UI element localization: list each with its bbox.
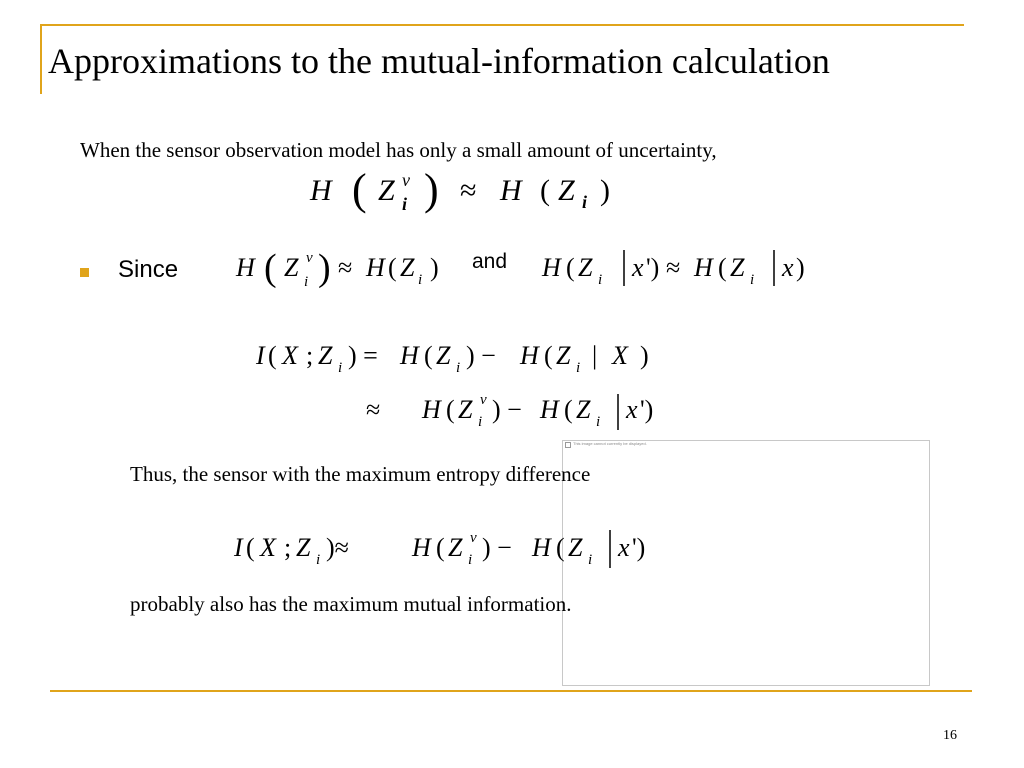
since-label: Since <box>118 256 179 283</box>
svg-text:v: v <box>480 392 487 408</box>
svg-text:Z: Z <box>576 395 591 424</box>
thus-text: Thus, the sensor with the maximum entropy difference <box>130 462 591 486</box>
intro-text: When the sensor observation model has only a small amount of uncertainty, <box>80 138 717 162</box>
svg-text:i: i <box>304 274 309 290</box>
svg-text:Z: Z <box>458 395 473 424</box>
svg-text:≈: ≈ <box>338 253 353 282</box>
svg-text:≈: ≈ <box>366 395 381 424</box>
svg-text:i: i <box>576 360 581 376</box>
svg-text:Z: Z <box>318 341 333 370</box>
svg-text:Z: Z <box>730 253 745 282</box>
svg-text:'): ') <box>640 395 654 424</box>
svg-text:x: x <box>632 253 644 282</box>
svg-text:I: I <box>256 341 265 370</box>
svg-text:Z: Z <box>578 253 593 282</box>
svg-text:H: H <box>694 253 713 282</box>
equation-mutual-information <box>248 334 678 434</box>
svg-text:(: ( <box>718 253 727 282</box>
svg-text:Z: Z <box>556 341 571 370</box>
svg-text:(: ( <box>540 174 550 207</box>
svg-text:x: x <box>618 533 630 562</box>
svg-text:(: ( <box>246 533 255 562</box>
svg-text:): ) <box>600 174 610 207</box>
svg-text:(: ( <box>388 253 397 282</box>
svg-text:(: ( <box>544 341 553 370</box>
svg-text:(: ( <box>268 341 277 370</box>
svg-text:v: v <box>306 250 313 266</box>
broken-image-icon <box>565 442 571 448</box>
svg-text:Z: Z <box>378 174 395 207</box>
svg-text:): ) <box>424 166 439 214</box>
svg-text:i: i <box>418 272 423 288</box>
svg-text:(: ( <box>352 166 367 214</box>
svg-text:H: H <box>412 533 431 562</box>
equation-since-right <box>538 240 838 296</box>
svg-text:(: ( <box>556 533 565 562</box>
svg-text:Z: Z <box>296 533 311 562</box>
bottom-rule <box>50 690 972 692</box>
svg-text:) −: ) − <box>482 533 512 562</box>
svg-text:i: i <box>596 414 601 430</box>
svg-text:i: i <box>456 360 461 376</box>
svg-text:) −: ) − <box>492 395 522 424</box>
svg-text:(: ( <box>436 533 445 562</box>
page-number: 16 <box>943 728 957 743</box>
svg-text:i: i <box>478 414 483 430</box>
svg-text:(: ( <box>264 247 277 289</box>
svg-text:(: ( <box>566 253 575 282</box>
svg-text:Z: Z <box>400 253 415 282</box>
svg-text:i: i <box>750 272 755 288</box>
svg-text:v: v <box>470 530 477 546</box>
svg-text:(: ( <box>564 395 573 424</box>
svg-text:v: v <box>402 170 410 190</box>
svg-text:Z: Z <box>568 533 583 562</box>
svg-text:i: i <box>316 552 321 568</box>
equation-since-left <box>230 240 460 296</box>
equation-approx-entropy <box>300 166 680 218</box>
svg-text:H: H <box>236 253 255 282</box>
svg-text:H: H <box>310 174 332 207</box>
svg-text:H: H <box>542 253 561 282</box>
svg-text:i: i <box>468 552 473 568</box>
svg-text:H: H <box>422 395 441 424</box>
svg-text:Z: Z <box>448 533 463 562</box>
svg-text:i: i <box>588 552 593 568</box>
svg-text:H: H <box>540 395 559 424</box>
svg-text:): ) <box>430 253 439 282</box>
svg-text:(: ( <box>424 341 433 370</box>
svg-text:'): ') <box>632 533 646 562</box>
svg-text:X: X <box>282 341 298 370</box>
svg-text:i: i <box>598 272 603 288</box>
svg-text:Z: Z <box>436 341 451 370</box>
svg-text:≈: ≈ <box>460 174 477 207</box>
equation-max-entropy-difference <box>228 520 678 576</box>
svg-text:i: i <box>582 192 588 212</box>
left-rule <box>40 24 42 94</box>
svg-text:)≈: )≈ <box>326 533 349 562</box>
svg-text:Z: Z <box>284 253 299 282</box>
conclusion-text: probably also has the maximum mutual information. <box>130 592 572 616</box>
svg-text:Z: Z <box>558 174 575 207</box>
svg-text:i: i <box>338 360 343 376</box>
svg-text:I: I <box>234 533 243 562</box>
svg-text:): ) <box>640 341 649 370</box>
svg-text:): ) <box>796 253 805 282</box>
svg-text:(: ( <box>446 395 455 424</box>
slide-title: Approximations to the mutual-information calculation <box>48 41 830 81</box>
svg-text:H: H <box>520 341 539 370</box>
svg-text:H: H <box>500 174 522 207</box>
image-placeholder-label: This image cannot currently be displayed. <box>573 441 647 446</box>
svg-text:) −: ) − <box>466 341 496 370</box>
svg-text:H: H <box>532 533 551 562</box>
svg-text:X: X <box>260 533 276 562</box>
svg-text:≈: ≈ <box>666 253 681 282</box>
svg-text:): ) <box>318 247 331 289</box>
svg-text:;: ; <box>306 341 314 370</box>
svg-text:X: X <box>612 341 628 370</box>
bullet-square <box>80 268 89 277</box>
svg-text:) =: ) = <box>348 341 378 370</box>
svg-text:H: H <box>400 341 419 370</box>
svg-text:i: i <box>402 194 408 214</box>
svg-text:'): ') <box>646 253 660 282</box>
svg-text:;: ; <box>284 533 292 562</box>
svg-text:H: H <box>366 253 385 282</box>
svg-text:x: x <box>626 395 638 424</box>
and-label: and <box>472 250 508 273</box>
svg-text:|: | <box>592 341 598 370</box>
svg-text:x: x <box>782 253 794 282</box>
top-rule <box>40 24 964 26</box>
